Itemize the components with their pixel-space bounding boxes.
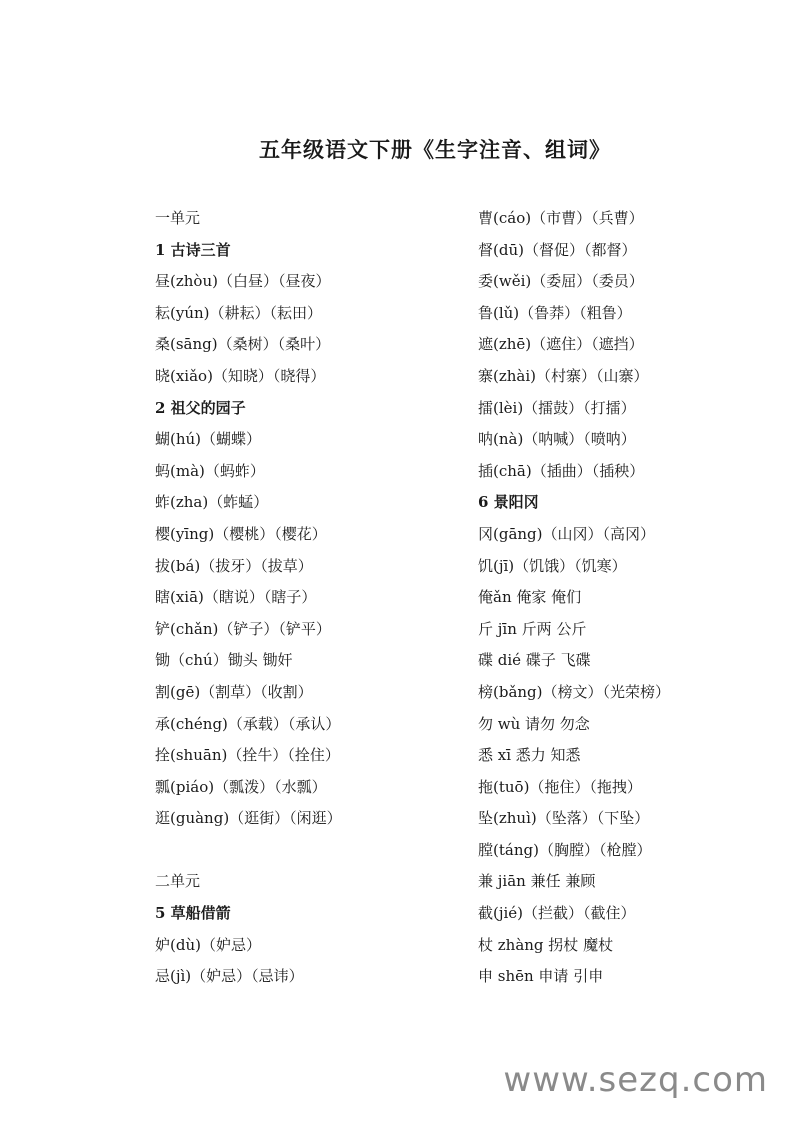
- page-title: 五年级语文下册《生字注音、组词》: [259, 137, 611, 162]
- vocab-entry: 委(wěi)（委屈）（委员）: [478, 272, 644, 291]
- vocab-entry: 晓(xiǎo)（知晓）（晓得）: [155, 366, 326, 385]
- lesson-heading: 6 景阳冈: [478, 493, 539, 512]
- vocab-entry: 昼(zhòu)（白昼）（昼夜）: [155, 272, 331, 291]
- vocab-entry: 忌(jì)（妒忌）（忌讳）: [155, 967, 304, 986]
- vocab-entry: 逛(guàng)（逛街）（闲逛）: [155, 809, 342, 828]
- vocab-entry: 拔(bá)（拔牙）（拔草）: [155, 556, 313, 575]
- vocab-entry: 蝴(hú)（蝴蝶）: [155, 430, 262, 449]
- vocab-entry: 勿 wù 请勿 勿念: [478, 714, 590, 733]
- vocab-entry: 呐(nà)（呐喊）（喷呐）: [478, 430, 636, 449]
- vocab-entry: 碟 dié 碟子 飞碟: [478, 651, 591, 670]
- lesson-heading: 5 草船借箭: [155, 904, 231, 923]
- vocab-entry: 桑(sāng)（桑树）（桑叶）: [155, 335, 331, 354]
- vocab-entry: 斤 jīn 斤两 公斤: [478, 619, 587, 638]
- vocab-entry: 瞎(xiā)（瞎说）（瞎子）: [155, 588, 317, 607]
- vocab-entry: 妒(dù)（妒忌）: [155, 935, 261, 954]
- unit-heading: 一单元: [155, 209, 201, 227]
- left-column: [155, 203, 342, 993]
- vocab-entry: 蚂(mà)（蚂蚱）: [155, 461, 265, 480]
- vocab-entry: 擂(lèi)（擂鼓）（打擂）: [478, 398, 636, 417]
- vocab-entry: 曹(cáo)（市曹）（兵曹）: [478, 209, 644, 227]
- vocab-entry: 截(jié)（拦截）（截住）: [478, 904, 636, 923]
- vocab-entry: 悉 xī 悉力 知悉: [478, 746, 581, 765]
- vocab-entry: 拖(tuō)（拖住）（拖拽）: [478, 777, 642, 796]
- spacer: [155, 835, 342, 867]
- vocab-entry: 锄（chú）锄头 锄奸: [155, 651, 293, 670]
- vocab-entry: 瓢(piáo)（瓢泼）（水瓢）: [155, 777, 327, 796]
- vocab-entry: 膛(táng)（胸膛）（枪膛）: [478, 840, 652, 859]
- vocab-entry: 俺ǎn 俺家 俺们: [478, 588, 582, 607]
- vocab-entry: 榜(bǎng)（榜文）（光荣榜）: [478, 682, 671, 701]
- vocab-entry: 坠(zhuì)（坠落）（下坠）: [478, 809, 650, 828]
- watermark: www.sezq.com: [503, 1060, 768, 1100]
- vocab-entry: 督(dū)（督促）（都督）: [478, 240, 637, 259]
- vocab-entry: 杖 zhàng 拐杖 魔杖: [478, 935, 614, 954]
- vocab-entry: 申 shēn 申请 引申: [478, 967, 604, 986]
- vocab-entry: 樱(yīng)（樱桃）（樱花）: [155, 524, 327, 543]
- vocab-entry: 蚱(zha)（蚱蜢）: [155, 493, 269, 512]
- lesson-heading: 2 祖父的园子: [155, 398, 246, 417]
- unit-heading: 二单元: [155, 872, 201, 891]
- vocab-entry: 插(chā)（插曲）（插秧）: [478, 461, 645, 480]
- vocab-entry: 寨(zhài)（村寨）（山寨）: [478, 366, 649, 385]
- vocab-entry: 遮(zhē)（遮住）（遮挡）: [478, 335, 644, 354]
- right-column: [478, 203, 670, 993]
- vocab-entry: 铲(chǎn)（铲子）（铲平）: [155, 619, 331, 638]
- vocab-entry: 兼 jiān 兼任 兼顾: [478, 872, 596, 891]
- vocab-entry: 饥(jī)（饥饿）（饥寒）: [478, 556, 627, 575]
- vocab-entry: 鲁(lǔ)（鲁莽）（粗鲁）: [478, 303, 632, 322]
- vocab-entry: 承(chéng)（承载）（承认）: [155, 714, 341, 733]
- vocab-entry: 拴(shuān)（拴牛）（拴住）: [155, 746, 340, 765]
- vocab-entry: 耘(yún)（耕耘）（耘田）: [155, 303, 323, 322]
- vocab-entry: 冈(gāng)（山冈）（高冈）: [478, 524, 656, 543]
- vocab-entry: 割(gē)（割草）（收割）: [155, 682, 313, 701]
- lesson-heading: 1 古诗三首: [155, 240, 231, 259]
